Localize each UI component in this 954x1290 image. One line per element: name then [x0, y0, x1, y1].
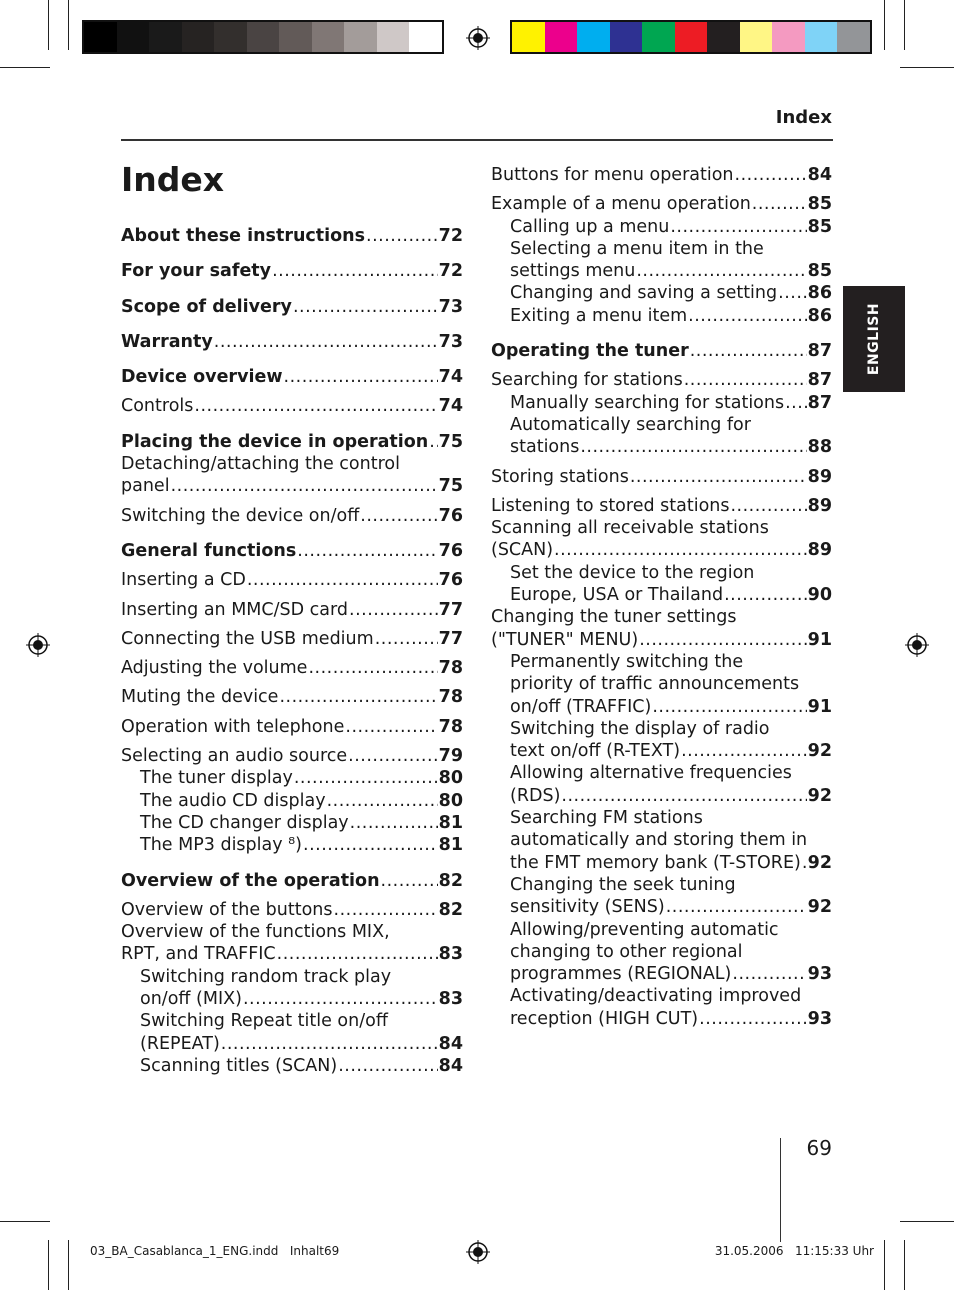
leader-dots — [652, 696, 806, 718]
index-entry — [491, 260, 832, 282]
index-entry — [121, 505, 463, 527]
leader-dots — [338, 1055, 437, 1077]
leader-dots — [666, 896, 807, 918]
index-entry-line: Set the device to the region — [510, 562, 755, 583]
color-swatch — [279, 22, 312, 52]
index-entry — [491, 1008, 832, 1030]
index-entry-page: 81 — [438, 812, 463, 833]
index-entry-title: General functions — [121, 540, 297, 561]
index-entry-title: reception (HIGH CUT) — [510, 1008, 699, 1029]
page-number-rule — [780, 1138, 781, 1242]
leader-dots — [294, 767, 438, 789]
crop-mark — [0, 1221, 50, 1222]
index-entry-page: 87 — [807, 370, 832, 391]
leader-dots — [699, 1008, 807, 1030]
color-swatch — [312, 22, 345, 52]
index-entry-title: Operation with telephone — [121, 716, 345, 737]
index-entry-title: Example of a menu operation — [491, 194, 751, 215]
index-entry-page: 92 — [807, 852, 832, 873]
index-entry-page: 83 — [438, 944, 463, 965]
leader-dots — [293, 296, 438, 318]
index-entry-title: Controls — [121, 396, 194, 417]
running-header: Index — [775, 107, 832, 128]
index-entry-page: 90 — [807, 585, 832, 606]
index-entry — [491, 852, 832, 874]
leader-dots — [243, 988, 438, 1010]
index-entry-title: the FMT memory bank (T-STORE) — [510, 852, 801, 873]
leader-dots — [688, 305, 806, 327]
index-entry — [491, 495, 832, 517]
index-entry-page: 85 — [807, 194, 832, 215]
leader-dots — [348, 745, 437, 767]
language-tab — [843, 286, 905, 392]
leader-dots — [690, 340, 807, 362]
index-entry-line: Searching FM stations — [510, 808, 703, 829]
crop-mark — [904, 0, 905, 50]
index-entry-page: 87 — [807, 341, 832, 362]
index-entry-page: 77 — [438, 599, 463, 620]
index-entry-page: 80 — [438, 790, 463, 811]
index-entry-title: programmes (REGIONAL) — [510, 964, 732, 985]
index-entry-page: 73 — [438, 331, 463, 352]
index-entry — [491, 305, 832, 327]
color-swatch — [512, 22, 545, 52]
page-title: Index — [121, 160, 225, 199]
index-entry — [121, 225, 463, 247]
index-entry-title: Manually searching for stations — [510, 392, 785, 413]
index-entry-page: 93 — [807, 964, 832, 985]
leader-dots — [345, 716, 437, 738]
index-entry — [121, 812, 463, 834]
index-entry-line: Switching random track play — [140, 966, 392, 987]
process-color-bar — [510, 20, 872, 54]
color-swatch — [610, 22, 643, 52]
index-entry-page: 85 — [807, 216, 832, 237]
leader-dots — [375, 628, 438, 650]
index-entry — [121, 599, 463, 621]
index-entry-title: The audio CD display — [140, 790, 326, 811]
index-entry — [491, 392, 832, 414]
crop-mark — [68, 1240, 69, 1290]
index-entry-title: Muting the device — [121, 687, 279, 708]
index-entry-page: 85 — [807, 261, 832, 282]
registration-mark-icon — [466, 26, 490, 50]
index-entry — [121, 569, 463, 591]
index-entry-line: priority of traffic announcements — [510, 674, 800, 695]
index-entry-page: 76 — [438, 540, 463, 561]
color-swatch — [182, 22, 215, 52]
index-entry-line: Switching the display of radio — [510, 718, 770, 739]
index-entry-page: 84 — [438, 1055, 463, 1076]
color-swatch — [772, 22, 805, 52]
slug-datetime: 31.05.2006 11:15:33 Uhr — [714, 1244, 874, 1258]
crop-mark — [48, 1240, 49, 1290]
index-entry-title: (SCAN) — [491, 540, 554, 561]
index-entry-page: 89 — [807, 495, 832, 516]
registration-mark-icon — [905, 633, 929, 657]
index-entry-title: For your safety — [121, 261, 272, 282]
leader-dots — [802, 852, 807, 874]
index-entry — [491, 896, 832, 918]
registration-mark-icon — [26, 633, 50, 657]
index-entry — [121, 540, 463, 562]
index-entry-page: 89 — [807, 540, 832, 561]
index-entry-page: 92 — [807, 897, 832, 918]
index-entry — [121, 988, 463, 1010]
index-column-right — [491, 164, 832, 1030]
index-entry-title: settings menu — [510, 261, 636, 282]
index-entry-page: 78 — [438, 687, 463, 708]
index-entry-page: 82 — [438, 899, 463, 920]
index-entry — [121, 260, 463, 282]
index-entry-page: 91 — [807, 629, 832, 650]
index-entry — [121, 475, 463, 497]
leader-dots — [752, 193, 807, 215]
language-tab-label: ENGLISH — [866, 302, 882, 376]
index-entry-page: 74 — [438, 367, 463, 388]
color-swatch — [117, 22, 150, 52]
index-entry — [491, 369, 832, 391]
leader-dots — [284, 366, 438, 388]
leader-dots — [681, 740, 807, 762]
leader-dots — [580, 436, 806, 458]
index-entry-title: Searching for stations — [491, 370, 683, 391]
index-entry-title: Switching the device on/off — [121, 505, 360, 526]
index-entry-page: 88 — [807, 437, 832, 458]
crop-mark — [48, 0, 49, 50]
color-swatch — [344, 22, 377, 52]
index-entry-title: Buttons for menu operation — [491, 165, 734, 185]
index-entry — [121, 366, 463, 388]
index-entry-title: Changing and saving a setting — [510, 283, 778, 304]
index-entry — [121, 745, 463, 767]
index-entry-title: Device overview — [121, 367, 283, 388]
leader-dots — [381, 870, 438, 892]
leader-dots — [636, 260, 806, 282]
page-number: 69 — [806, 1136, 832, 1160]
index-entry-page: 73 — [438, 296, 463, 317]
index-entry-title: on/off (TRAFFIC) — [510, 696, 652, 717]
index-entry-line: Switching Repeat title on/off — [140, 1011, 388, 1032]
index-entry-title: Calling up a menu — [510, 216, 670, 237]
index-entry — [491, 696, 832, 718]
index-entry — [121, 296, 463, 318]
leader-dots — [214, 331, 438, 353]
slug-file: 03_BA_Casablanca_1_ENG.indd Inhalt69 — [90, 1244, 340, 1258]
index-entry — [121, 767, 463, 789]
color-swatch — [740, 22, 773, 52]
color-swatch — [214, 22, 247, 52]
index-entry-page: 75 — [438, 431, 463, 452]
index-entry — [491, 740, 832, 762]
index-entry-line: Overview of the functions MIX, — [121, 922, 390, 943]
index-entry-title: on/off (MIX) — [140, 989, 242, 1010]
index-entry-title: Adjusting the volume — [121, 658, 308, 679]
index-entry-page: 82 — [438, 870, 463, 891]
leader-dots — [630, 466, 807, 488]
index-entry-title: ("TUNER" MENU) — [491, 629, 639, 650]
index-entry-title: Selecting an audio source — [121, 746, 348, 767]
color-swatch — [377, 22, 410, 52]
index-entry-line: Allowing/preventing automatic — [510, 919, 779, 940]
index-entry-title: Inserting an MMC/SD card — [121, 599, 348, 620]
index-entry-page: 86 — [807, 305, 832, 326]
index-entry — [121, 943, 463, 965]
index-entry-page: 78 — [438, 658, 463, 679]
index-entry-page: 92 — [807, 785, 832, 806]
index-entry — [491, 216, 832, 238]
index-entry — [121, 1055, 463, 1077]
index-entry-title: Connecting the USB medium — [121, 628, 374, 649]
index-entry-title: sensitivity (SENS) — [510, 897, 665, 918]
index-entry-title: text on/off (R-TEXT) — [510, 741, 681, 762]
index-entry — [491, 466, 832, 488]
crop-mark — [0, 67, 50, 68]
index-entry-title: Placing the device in operation — [121, 431, 429, 452]
registration-mark-icon — [466, 1240, 490, 1264]
index-entry-title: Inserting a CD — [121, 570, 246, 591]
index-entry — [491, 584, 832, 606]
index-entry — [491, 282, 832, 304]
index-entry-title: Scanning titles (SCAN) — [140, 1055, 338, 1076]
index-column-left — [121, 225, 463, 1077]
color-swatch — [805, 22, 838, 52]
index-entry-page: 76 — [438, 505, 463, 526]
leader-dots — [684, 369, 807, 391]
index-entry — [491, 963, 832, 985]
leader-dots — [732, 963, 806, 985]
leader-dots — [277, 943, 438, 965]
index-entry — [121, 628, 463, 650]
crop-mark — [884, 0, 885, 50]
index-entry-line: Scanning all receivable stations — [491, 518, 769, 539]
index-entry-title: Scope of delivery — [121, 296, 292, 317]
leader-dots — [171, 475, 438, 497]
leader-dots — [366, 225, 438, 247]
index-entry-page: 72 — [438, 226, 463, 246]
index-entry-page: 80 — [438, 768, 463, 789]
leader-dots — [360, 505, 437, 527]
leader-dots — [785, 392, 807, 414]
leader-dots — [349, 599, 438, 621]
index-entry-line: changing to other regional — [510, 941, 743, 962]
index-entry-title: The MP3 display ⁸) — [140, 835, 303, 856]
index-entry-page: 79 — [438, 746, 463, 767]
index-entry — [121, 431, 463, 453]
color-swatch — [675, 22, 708, 52]
index-entry-page: 89 — [807, 466, 832, 487]
leader-dots — [429, 431, 437, 453]
grayscale-color-bar — [82, 20, 444, 54]
index-entry-line: Changing the tuner settings — [491, 607, 737, 628]
index-entry-line: Permanently switching the — [510, 651, 744, 672]
index-entry-page: 93 — [807, 1008, 832, 1029]
crop-mark — [884, 1240, 885, 1290]
index-entry-page: 78 — [438, 716, 463, 737]
index-entry — [491, 164, 832, 186]
crop-mark — [900, 1221, 954, 1222]
index-entry-page: 81 — [438, 835, 463, 856]
color-swatch — [837, 22, 870, 52]
index-entry-line: Activating/deactivating improved — [510, 986, 802, 1007]
index-entry-page: 84 — [807, 165, 832, 185]
index-entry — [491, 193, 832, 215]
index-entry — [491, 436, 832, 458]
index-entry — [121, 395, 463, 417]
color-swatch — [707, 22, 740, 52]
header-rule — [121, 139, 833, 141]
leader-dots — [303, 834, 438, 856]
index-entry — [121, 1033, 463, 1055]
index-entry-page: 77 — [438, 628, 463, 649]
index-entry-title: Operating the tuner — [491, 341, 689, 362]
leader-dots — [778, 282, 807, 304]
leader-dots — [561, 785, 806, 807]
index-entry-page: 76 — [438, 570, 463, 591]
index-entry — [121, 686, 463, 708]
index-entry-title: panel — [121, 476, 170, 497]
color-swatch — [84, 22, 117, 52]
leader-dots — [639, 629, 806, 651]
index-entry-page: 87 — [807, 392, 832, 413]
leader-dots — [221, 1033, 438, 1055]
index-entry-title: (REPEAT) — [140, 1033, 220, 1054]
index-entry-line: Detaching/attaching the control — [121, 454, 400, 475]
leader-dots — [670, 216, 806, 238]
index-entry-title: Overview of the buttons — [121, 899, 333, 920]
index-entry — [121, 716, 463, 738]
index-entry-page: 75 — [438, 476, 463, 497]
color-swatch — [577, 22, 610, 52]
crop-mark — [904, 1240, 905, 1290]
index-entry-line: Selecting a menu item in the — [510, 238, 764, 259]
color-swatch — [409, 22, 442, 52]
index-entry-page: 84 — [438, 1033, 463, 1054]
crop-mark — [900, 67, 954, 68]
index-entry-page: 86 — [807, 283, 832, 304]
leader-dots — [350, 812, 438, 834]
index-entry — [121, 657, 463, 679]
crop-mark — [68, 0, 69, 50]
index-entry-title: Storing stations — [491, 466, 629, 487]
leader-dots — [194, 395, 437, 417]
index-entry-title: stations — [510, 437, 580, 458]
index-entry — [491, 785, 832, 807]
leader-dots — [730, 495, 806, 517]
index-entry-line: Automatically searching for — [510, 414, 751, 435]
index-entry-title: Listening to stored stations — [491, 495, 730, 516]
index-entry-title: (RDS) — [510, 785, 561, 806]
leader-dots — [554, 539, 807, 561]
index-entry-title: Warranty — [121, 331, 213, 352]
index-entry — [491, 340, 832, 362]
leader-dots — [735, 164, 807, 186]
index-entry — [121, 899, 463, 921]
index-entry — [121, 834, 463, 856]
leader-dots — [308, 657, 437, 679]
leader-dots — [334, 899, 438, 921]
leader-dots — [279, 686, 437, 708]
index-entry-title: About these instructions — [121, 226, 366, 246]
color-swatch — [149, 22, 182, 52]
index-entry-title: Overview of the operation — [121, 870, 380, 891]
index-entry-title: The tuner display — [140, 768, 293, 789]
index-entry-title: Exiting a menu item — [510, 305, 688, 326]
index-entry-line: Allowing alternative frequencies — [510, 763, 792, 784]
index-entry — [121, 331, 463, 353]
index-entry-page: 72 — [438, 261, 463, 282]
leader-dots — [327, 790, 438, 812]
leader-dots — [724, 584, 807, 606]
index-entry-line: Changing the seek tuning — [510, 874, 736, 895]
leader-dots — [272, 260, 438, 282]
index-entry-title: The CD changer display — [140, 812, 349, 833]
color-swatch — [545, 22, 578, 52]
leader-dots — [297, 540, 437, 562]
index-entry — [491, 629, 832, 651]
index-entry — [121, 870, 463, 892]
index-entry-page: 83 — [438, 989, 463, 1010]
color-swatch — [642, 22, 675, 52]
color-swatch — [247, 22, 280, 52]
index-entry-page: 92 — [807, 741, 832, 762]
index-entry-page: 74 — [438, 396, 463, 417]
index-entry — [491, 539, 832, 561]
index-entry — [121, 790, 463, 812]
index-entry-line: automatically and storing them in — [510, 830, 808, 851]
index-entry-title: RPT, and TRAFFIC — [121, 944, 276, 965]
index-entry-title: Europe, USA or Thailand — [510, 585, 724, 606]
leader-dots — [247, 569, 438, 591]
index-entry-page: 91 — [807, 696, 832, 717]
